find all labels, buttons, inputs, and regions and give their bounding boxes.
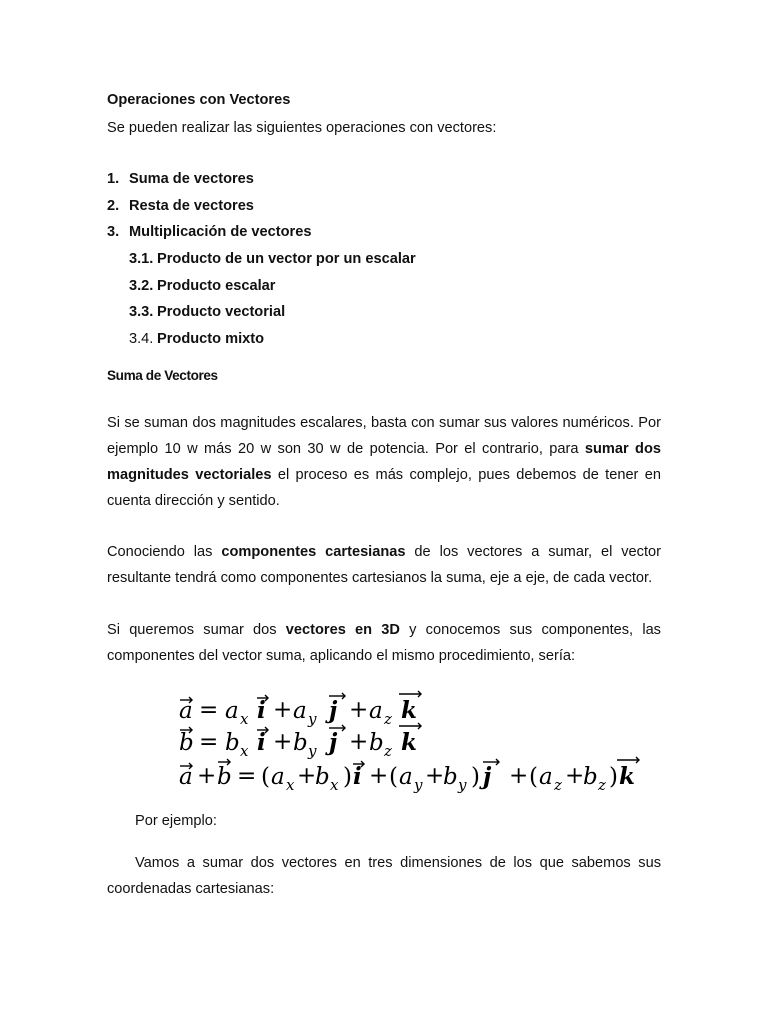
svg-text:a: a <box>399 764 413 790</box>
svg-text:b: b <box>443 764 458 790</box>
svg-text:+: + <box>349 729 369 755</box>
svg-text:): ) <box>609 764 618 790</box>
paragraph-bold: vectores en 3D <box>285 622 400 638</box>
equation-a <box>179 691 421 728</box>
svg-text:z: z <box>384 710 392 728</box>
operations-list <box>107 170 661 357</box>
sublist-item <box>107 250 661 277</box>
list-number: 2. <box>107 197 120 214</box>
list-label: Resta de vectores <box>129 197 254 214</box>
paragraph-cartesian <box>107 539 661 591</box>
sublist-label: Producto mixto <box>157 331 265 348</box>
paragraph-3d <box>107 617 661 669</box>
svg-text:a: a <box>179 764 193 790</box>
sublist-label: Producto vectorial <box>157 304 286 321</box>
svg-text:(: ( <box>261 764 270 790</box>
svg-text:z: z <box>598 776 606 794</box>
svg-text:=: = <box>199 729 219 755</box>
sublist-number: 3.4. <box>129 331 154 348</box>
svg-text:+: + <box>349 697 369 723</box>
svg-text:=: = <box>199 697 219 723</box>
svg-text:): ) <box>343 764 352 790</box>
svg-text:i: i <box>257 697 266 724</box>
list-number: 3. <box>107 224 120 241</box>
svg-text:k: k <box>401 729 417 756</box>
svg-text:b: b <box>225 730 240 756</box>
svg-text:x: x <box>240 742 249 760</box>
svg-text:k: k <box>401 697 417 724</box>
list-item <box>107 197 661 224</box>
svg-text:a: a <box>179 698 193 724</box>
paragraph-bold: componentes cartesianas <box>221 544 406 560</box>
svg-text:b: b <box>293 730 308 756</box>
paragraph-example: Vamos a sumar dos vectores en tres dimensiones de los que sabemos sus coordenadas cartesianas: <box>107 855 661 897</box>
svg-text:y: y <box>414 776 423 794</box>
svg-text:a: a <box>539 764 553 790</box>
sublist-number: 3.1. <box>129 251 154 268</box>
sublist-item <box>107 277 661 304</box>
svg-text:z: z <box>384 742 392 760</box>
list-number: 1. <box>107 171 120 187</box>
svg-text:x: x <box>240 710 249 728</box>
section-heading: Suma de Vectores <box>107 368 218 383</box>
svg-text:b: b <box>369 730 384 756</box>
list-item <box>107 223 661 250</box>
svg-text:a: a <box>369 698 383 724</box>
svg-text:+: + <box>273 697 293 723</box>
equations-graphic <box>177 688 647 804</box>
sublist-label: Producto escalar <box>157 277 276 294</box>
svg-text:k: k <box>619 763 635 790</box>
svg-text:a: a <box>225 698 239 724</box>
sublist-item <box>107 303 661 330</box>
vector-equations <box>177 688 647 804</box>
svg-text:x: x <box>330 776 339 794</box>
paragraph-text: de los vectores a sumar, el vector resultante tendrá como componentes cartesianos la suma, eje a eje, de cada vector. <box>107 544 661 586</box>
document-title: Operaciones con Vectores <box>107 92 291 108</box>
list-label: Multiplicación de vectores <box>129 224 312 241</box>
svg-text:j: j <box>483 763 492 790</box>
svg-text:y: y <box>308 710 317 728</box>
svg-text:b: b <box>315 764 330 790</box>
svg-text:+: + <box>565 763 585 789</box>
svg-text:+: + <box>425 763 445 789</box>
svg-text:+: + <box>297 763 317 789</box>
svg-text:(: ( <box>389 764 398 790</box>
sublist-item <box>107 330 661 357</box>
sublist-number: 3.3. <box>129 304 154 321</box>
svg-text:+: + <box>369 763 389 789</box>
svg-text:i: i <box>257 729 266 756</box>
svg-text:j: j <box>329 729 338 756</box>
example-label: Por ejemplo: <box>135 813 217 829</box>
paragraph-text: el proceso es más complejo, pues debemos de tener en cuenta dirección y sentido. <box>107 467 661 509</box>
equation-b <box>179 723 421 760</box>
list-label: Suma de vectores <box>129 171 254 187</box>
sublist-label: Producto de un vector por un escalar <box>157 251 416 268</box>
svg-text:y: y <box>458 776 467 794</box>
svg-text:): ) <box>471 764 480 790</box>
svg-text:b: b <box>583 764 598 790</box>
svg-text:i: i <box>353 763 362 790</box>
paragraph-text: Si se suman dos magnitudes escalares, basta con sumar sus valores numéricos. Por ejemplo 10 w más 20 w son 30 w de potencia. Por el contrario, para <box>107 415 661 457</box>
svg-text:+: + <box>273 729 293 755</box>
svg-text:j: j <box>329 697 338 724</box>
svg-text:b: b <box>217 764 232 790</box>
svg-text:+: + <box>197 763 217 789</box>
svg-text:=: = <box>237 763 257 789</box>
svg-text:+: + <box>509 763 529 789</box>
paragraph-text: Si queremos sumar dos <box>107 622 286 638</box>
paragraph-text: Conociendo las <box>107 544 222 560</box>
svg-text:a: a <box>293 698 307 724</box>
svg-text:z: z <box>554 776 562 794</box>
list-item <box>107 170 661 197</box>
svg-text:y: y <box>308 742 317 760</box>
equation-sum <box>179 757 639 794</box>
sublist-number: 3.2. <box>129 277 154 294</box>
svg-text:b: b <box>179 730 194 756</box>
svg-text:a: a <box>271 764 285 790</box>
paragraph-text: y conocemos sus componentes, las componentes del vector suma, aplicando el mismo procedimiento, sería: <box>107 622 661 664</box>
paragraph-bold: sumar dos magnitudes vectoriales <box>107 441 661 483</box>
intro-text: Se pueden realizar las siguientes operaciones con vectores: <box>107 120 497 136</box>
svg-text:(: ( <box>529 764 538 790</box>
paragraph-scalar-vs-vector <box>107 410 661 514</box>
svg-text:x: x <box>286 776 295 794</box>
